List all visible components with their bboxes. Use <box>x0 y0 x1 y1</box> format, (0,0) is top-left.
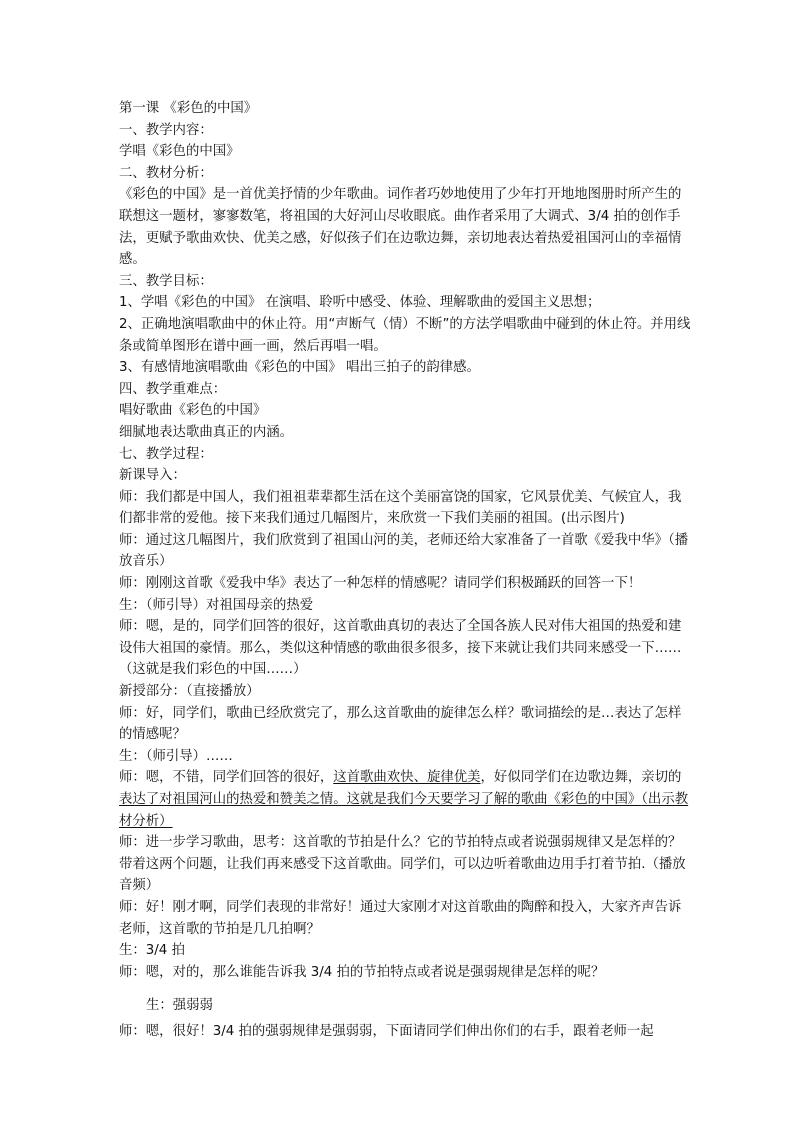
section-heading-goals: 三、教学目标： <box>119 273 213 289</box>
section-heading-content: 一、教学内容： <box>119 122 213 138</box>
keypoint-item-1: 唱好歌曲《彩色的中国》 <box>119 403 267 419</box>
document-body <box>119 98 691 1043</box>
keypoint-item-2: 细腻地表达歌曲真正的内涵。 <box>119 424 294 440</box>
text-span: ，好似同学们在边歌边舞，亲 <box>480 770 655 786</box>
dialog-paragraph: 生：（师引导）…… <box>119 748 233 764</box>
dialog-paragraph-indented: 生：强弱弱 <box>146 998 213 1014</box>
dialog-paragraph: 师：嗯，很好！3/4 拍的强弱规律是强弱弱，下面请同学们伸出你们的右手，跟着老师一起 <box>119 1023 654 1039</box>
dialog-paragraph: 师：我们都是中国人，我们祖祖辈辈都生活在这个美丽富饶的国家，它风景优美、气候宜人，我们都非常的爱他。接下来我们通过几幅图片，来欣赏一下我们美丽的祖国。(出示图片) <box>119 489 682 527</box>
lesson-title: 第一课 《彩色的中国》 <box>119 101 258 116</box>
text-span: 师：嗯，不错，同学们回答的很好， <box>119 770 334 786</box>
dialog-paragraph: 师：好！刚才啊，同学们表现的非常好！通过大家刚才对这首歌曲的陶醉和投入，大家齐声告诉老师，这首歌的节拍是几几拍啊？ <box>119 899 682 937</box>
goal-item-1: 1、学唱《彩色的中国》 在演唱、聆听中感受、体验、理解歌曲的爱国主义思想； <box>119 295 601 311</box>
dialog-paragraph: 生：3/4 拍 <box>119 943 185 959</box>
section-text-analysis: 《彩色的中国》是一首优美抒情的少年歌曲。词作者巧妙地使用了少年打开地地图册时所产生的联想这一题材，寥寥数笔，将祖国的大好河山尽收眼底。曲作者采用了大调式、3/4 拍的创作手法，更赋予歌曲欢快、优美之感，好似孩子们在边歌边舞，亲切地表达着热爱祖国河山的幸福情感。 <box>119 187 682 268</box>
underlined-text: 这首歌曲欢快、旋律优美 <box>333 770 481 786</box>
dialog-paragraph: 生：（师引导）对祖国母亲的热爱 <box>119 597 314 613</box>
dialog-paragraph: 师：好，同学们，歌曲已经欣赏完了，那么这首歌曲的旋律怎么样？歌词描绘的是…表达了怎样的情感呢？ <box>119 705 682 743</box>
section-heading-process: 七、教学过程： <box>119 446 213 462</box>
dialog-paragraph: 师：嗯，是的，同学们回答的很好，这首歌曲真切的表达了全国各族人民对伟大祖国的热爱和建设伟大祖国的豪情。那么，类似这种情感的歌曲很多很多，接下来就让我们共同来感受一下……（这就是我们彩色的中国……） <box>119 619 682 678</box>
subheading-new-lesson: 新授部分：（直接播放） <box>119 684 260 700</box>
dialog-paragraph: 师：通过这几幅图片，我们欣赏到了祖国山河的美，老师还给大家准备了一首歌《爱我中华》（播放音乐） <box>119 532 689 570</box>
dialog-paragraph-underlined <box>119 767 691 832</box>
section-heading-keypoints: 四、教学重难点： <box>119 381 227 397</box>
section-heading-analysis: 二、教材分析： <box>119 165 213 181</box>
goal-item-3: 3、有感情地演唱歌曲《彩色的中国》 唱出三拍子的韵律感。 <box>119 360 480 376</box>
subheading-intro: 新课导入： <box>119 468 186 484</box>
dialog-paragraph: 师：嗯，对的，那么谁能告诉我 3/4 拍的节拍特点或者说是强弱规律是怎样的呢？ <box>119 964 605 980</box>
text-span: 切的 <box>654 770 682 786</box>
dialog-paragraph: 师：进一步学习歌曲，思考：这首歌的节拍是什么？它的节拍特点或者说强弱规律又是怎样的？带着这两个问题，让我们再来感受下这首歌曲。同学们，可以边听着歌曲边用手打着节拍.（播放音频） <box>119 835 686 894</box>
goal-item-2: 2、正确地演唱歌曲中的休止符。用“声断气（情）不断”的方法学唱歌曲中碰到的休止符。并用线条或简单图形在谱中画一画，然后再唱一唱。 <box>119 316 691 354</box>
dialog-paragraph: 师：刚刚这首歌《爱我中华》表达了一种怎样的情感呢？请同学们积极踊跃的回答一下！ <box>119 576 642 592</box>
underlined-text: 表达了对祖国河山的热爱和赞美之情。这就是我们今天要学习了解的歌曲《彩色的中国》 <box>119 792 642 807</box>
section-text-content: 学唱《彩色的中国》 <box>119 144 240 160</box>
underlined-text: （出示教材分析） <box>119 792 689 829</box>
